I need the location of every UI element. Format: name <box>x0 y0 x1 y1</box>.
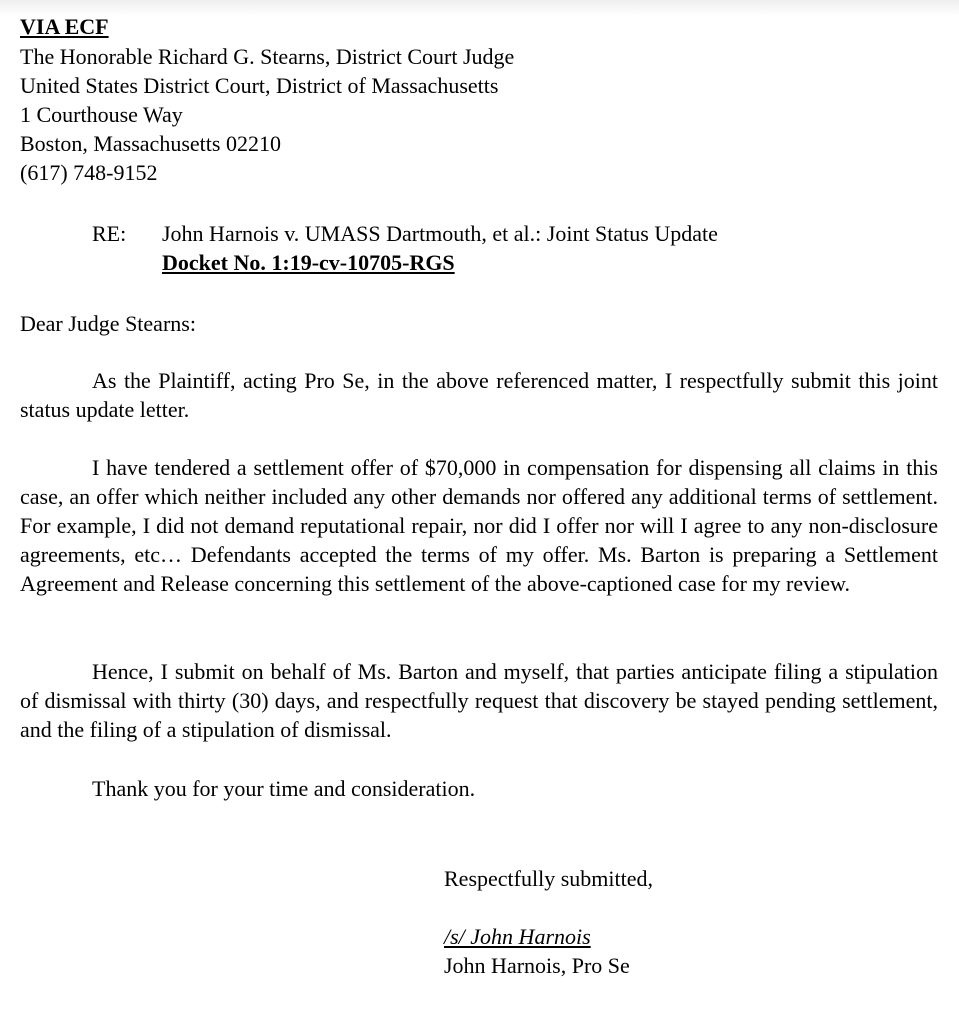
address-line-court: United States District Court, District of Massachusetts <box>20 73 499 98</box>
body-paragraph-thanks: Thank you for your time and consideration. <box>92 776 476 801</box>
valediction: Respectfully submitted, <box>444 866 653 891</box>
re-label: RE: <box>92 221 127 246</box>
address-line-phone: (617) 748-9152 <box>20 160 158 185</box>
body-paragraph-intro: As the Plaintiff, acting Pro Se, in the above referenced matter, I respectfully submit this joint status update letter. <box>20 368 938 422</box>
re-subject: John Harnois v. UMASS Dartmouth, et al.: Joint Status Update <box>162 221 718 246</box>
address-line-judge: The Honorable Richard G. Stearns, District Court Judge <box>20 44 515 69</box>
docket-number: Docket No. 1:19-cv-10705-RGS <box>162 250 455 275</box>
address-line-street: 1 Courthouse Way <box>20 102 183 127</box>
salutation: Dear Judge Stearns: <box>20 311 196 336</box>
body-paragraph-request: Hence, I submit on behalf of Ms. Barton and myself, that parties anticipate filing a stipulation of dismissal with thirty (30) days, and respectfully request that discovery be stayed pending settlement, and the filing of a stipulation of dismissal. <box>20 659 938 742</box>
top-edge-shading <box>0 0 959 16</box>
body-paragraph-settlement: I have tendered a settlement offer of $70,000 in compensation for dispensing all claims in this case, an offer which neither included any other demands nor offered any additional terms of settlement. For example, I did not demand reputational repair, nor did I offer nor will I agree to any non-disclosure agreements, etc… Defendants accepted the terms of my offer. Ms. Barton is preparing a Settlement Agreement and Release concerning this settlement of the above-captioned case for my review. <box>20 455 938 596</box>
electronic-signature: /s/ John Harnois <box>444 924 591 949</box>
via-ecf-heading: VIA ECF <box>20 14 109 39</box>
signer-name-title: John Harnois, Pro Se <box>444 953 630 978</box>
address-line-city: Boston, Massachusetts 02210 <box>20 131 281 156</box>
